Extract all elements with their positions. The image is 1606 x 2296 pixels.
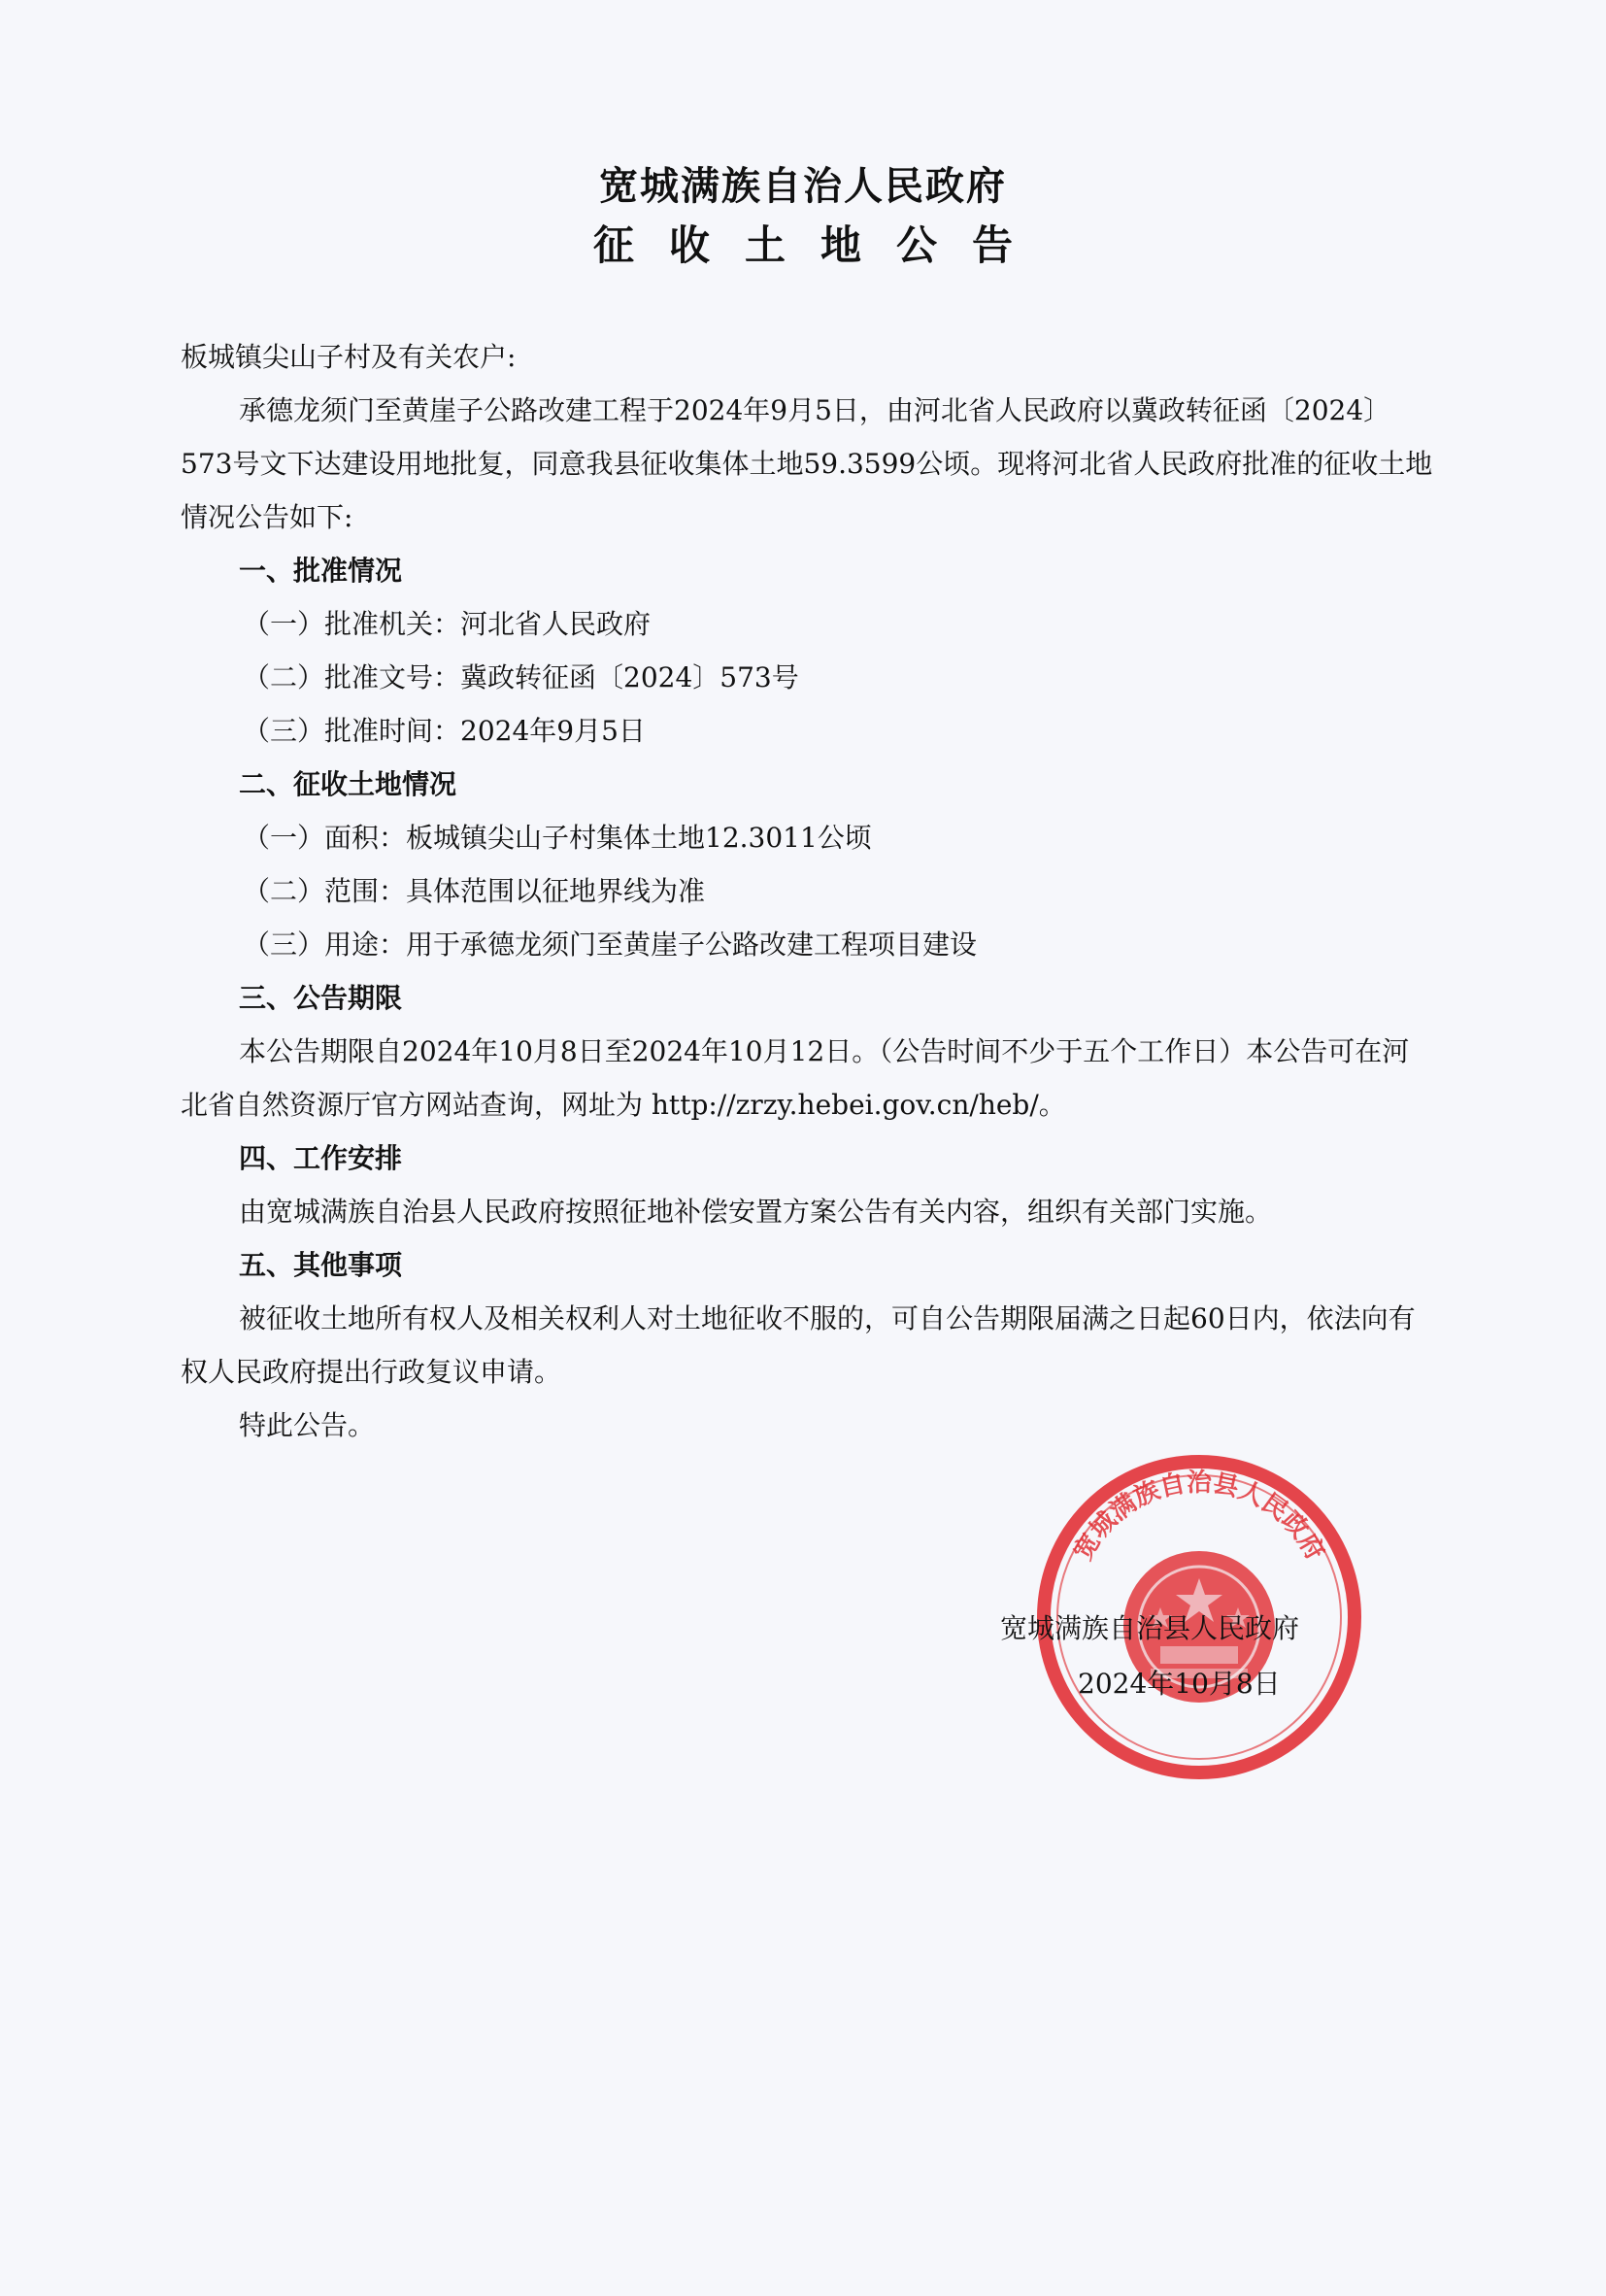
section-heading-other: 五、其他事项 bbox=[239, 1249, 403, 1281]
intro-text: 承德龙须门至黄崖子公路改建工程于2024年9月5日，由河北省人民政府以冀政转征函〔2024〕573号文下达建设用地批复，同意我县征收集体土地59.3599公顷。现将河北省人民政府批准的征收土地情况公告如下: bbox=[181, 394, 1433, 533]
section-heading-work: 四、工作安排 bbox=[239, 1142, 403, 1174]
intro-paragraph bbox=[181, 384, 1433, 544]
section-heading-land: 二、征收土地情况 bbox=[239, 768, 457, 800]
approval-document-number: （二）批准文号：冀政转征函〔2024〕573号 bbox=[243, 661, 799, 693]
closing-text: 特此公告。 bbox=[239, 1409, 376, 1441]
work-paragraph bbox=[181, 1185, 1433, 1238]
land-use: （三）用途：用于承德龙须门至黄崖子公路改建工程项目建设 bbox=[243, 929, 978, 961]
other-text: 被征收土地所有权人及相关权利人对土地征收不服的，可自公告期限届满之日起60日内，依法向有权人民政府提出行政复议申请。 bbox=[181, 1302, 1416, 1388]
section-heading-period: 三、公告期限 bbox=[239, 982, 403, 1014]
svg-text:宽城满族自治县人民政府: 宽城满族自治县人民政府 bbox=[1068, 1469, 1330, 1566]
section-heading-approval: 一、批准情况 bbox=[239, 555, 403, 587]
signature-date: 2024年10月8日 bbox=[1078, 1668, 1281, 1700]
closing-paragraph bbox=[181, 1399, 1433, 1452]
approval-authority: （一）批准机关：河北省人民政府 bbox=[243, 608, 652, 640]
addressee: 板城镇尖山子村及有关农户: bbox=[181, 341, 517, 373]
other-paragraph bbox=[181, 1292, 1433, 1399]
work-text: 由宽城满族自治县人民政府按照征地补偿安置方案公告有关内容，组织有关部门实施。 bbox=[239, 1196, 1273, 1228]
document-subtitle: 征收土地公告 bbox=[592, 221, 1048, 269]
land-scope: （二）范围：具体范围以征地界线为准 bbox=[243, 875, 706, 907]
period-paragraph bbox=[181, 1025, 1433, 1131]
signature-organization: 宽城满族自治县人民政府 bbox=[1000, 1612, 1300, 1644]
period-text: 本公告期限自2024年10月8日至2024年10月12日。（公告时间不少于五个工作日）本公告可在河北省自然资源厅官方网站查询，网址为 http://zrzy.hebei.gov.cn/heb/。 bbox=[181, 1035, 1410, 1121]
approval-date: （三）批准时间：2024年9月5日 bbox=[243, 715, 646, 747]
document-title: 宽城满族自治人民政府 bbox=[599, 163, 1007, 209]
land-area: （一）面积：板城镇尖山子村集体土地12.3011公顷 bbox=[243, 822, 872, 854]
